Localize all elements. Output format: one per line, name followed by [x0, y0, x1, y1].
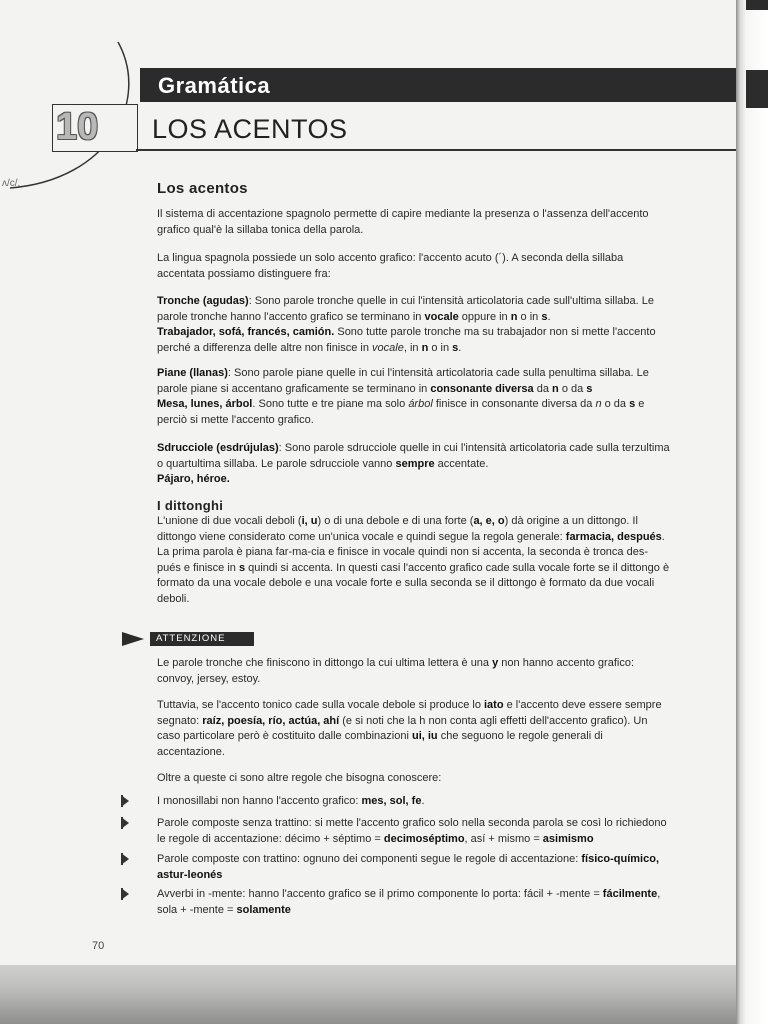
- handwritten-mark: ʌ/c/.: [2, 178, 21, 189]
- text: o in: [428, 341, 453, 354]
- text: accentate.: [434, 457, 489, 470]
- term-piane: Piane (llanas): [157, 367, 228, 379]
- keyword: s: [586, 382, 593, 395]
- text: , así + mismo =: [464, 832, 543, 845]
- term-tronche: Tronche (agudas): [157, 295, 249, 307]
- keyword: s: [541, 310, 548, 323]
- text: o da: [601, 398, 630, 410]
- text: non hanno accento grafico: convoy, jersey, estoy.: [157, 657, 634, 685]
- text: , in: [403, 341, 422, 354]
- attenzione-badge: [122, 632, 256, 646]
- examples: fácilmente: [602, 888, 658, 900]
- attenzione-p3: [157, 771, 671, 787]
- text: Avverbi in -mente: hanno l'accento grafico se il primo componente lo porta: fácil + -mente =: [157, 888, 603, 900]
- attenzione-p1: [157, 656, 671, 687]
- examples: farmacia, después: [565, 530, 662, 543]
- tronche-block: [157, 294, 671, 356]
- rule-item: [157, 852, 671, 883]
- keyword: n: [510, 310, 518, 323]
- text: [157, 852, 671, 883]
- bottom-shadow: [0, 965, 736, 1024]
- unit-number: 10: [56, 106, 99, 148]
- acute-paragraph: [157, 251, 671, 282]
- examples: mes, sol, fe: [361, 795, 422, 807]
- text: : Sono parole sdrucciole quelle in cui l'intensità articolatoria cade sulla terzultima o quartultima sillaba. Le parole sdrucciole vanno: [157, 442, 670, 470]
- keyword: s: [238, 561, 246, 574]
- text: Oltre a queste ci sono altre regole che bisogna conoscere:: [157, 772, 442, 784]
- title-underline: [136, 149, 736, 151]
- sdrucciole-examples: [157, 472, 671, 488]
- rule-item: [157, 887, 671, 918]
- sdrucciole-block: [157, 441, 671, 488]
- intro-paragraph: [157, 207, 671, 238]
- text: quindi si accenta. In questi casi l'accento grafico cade sulla vocale forte se il dittongo è formato da una vocale debole e una vocale forte e sulla seconda se il dittongo è formato da due vocali deboli.: [157, 561, 670, 605]
- keyword: vocale: [424, 310, 459, 323]
- tronche-examples: [157, 325, 671, 356]
- triangle-bullet-icon: [121, 817, 129, 829]
- text: Le parole tronche che finiscono in dittongo la cui ultima lettera è una: [157, 657, 493, 669]
- triangle-bullet-icon: [121, 795, 129, 807]
- piane-examples: [157, 397, 671, 428]
- text: , sola + -mente =: [157, 888, 661, 916]
- examples: decimoséptimo: [383, 832, 465, 845]
- text: : Sono parole tronche quelle in cui l'intensità articolatoria cade sull'ultima sillaba. Le parole tronche hanno l'accento grafico se terminano in: [157, 295, 655, 323]
- text: o in: [517, 310, 542, 323]
- keyword: n: [421, 341, 429, 354]
- text: oppure in: [458, 310, 511, 323]
- keyword: sempre: [395, 457, 435, 470]
- examples: Mesa, lunes, árbol: [157, 398, 253, 410]
- keyword: s: [629, 398, 636, 410]
- tronche-definition: [157, 294, 671, 325]
- text: : Sono parole piane quelle in cui l'intensità articolatoria cade sulla penultima sillaba. Le parole piane si accentano graficamente se terminano in: [157, 367, 649, 395]
- piane-block: [157, 366, 671, 428]
- text: Parole composte con trattino: ognuno dei componenti segue le regole di accentazione:: [157, 853, 582, 865]
- text: .: [547, 310, 551, 323]
- triangle-bullet-icon: [121, 853, 129, 865]
- text: I monosillabi non hanno l'accento grafico:: [157, 795, 362, 807]
- rule-item: [157, 794, 671, 810]
- edge-bar: [746, 70, 768, 108]
- text: e perciò si mette l'accento grafico.: [157, 398, 645, 426]
- dittonghi-paragraph: [157, 514, 671, 607]
- next-page-edge: [736, 0, 768, 1024]
- keyword: ui, iu: [411, 730, 438, 742]
- text: [157, 887, 671, 918]
- examples: raíz, poesía, río, actúa, ahí: [202, 714, 340, 727]
- edge-bar: [746, 0, 768, 10]
- text: . Sono tutte e tre piane ma solo: [252, 398, 409, 410]
- text: .: [421, 795, 425, 807]
- text: finisce in consonante diversa da: [432, 398, 596, 410]
- dittonghi-heading: I dittonghi: [157, 498, 224, 513]
- section-heading: Los acentos: [157, 180, 248, 197]
- page-number: 70: [92, 940, 105, 952]
- text: . La prima parola è piana far-ma-cia e finisce in vocale quindi non si accenta, la seconda è tronca des-pués e finisce in: [157, 530, 665, 574]
- examples: solamente: [236, 903, 291, 916]
- attenzione-label: ATTENZIONE: [150, 632, 254, 646]
- keyword: i, u: [301, 515, 318, 527]
- examples: Trabajador, sofá, francés, camión.: [157, 326, 335, 338]
- text: (e si noti che la h non conta agli effetti dell'accento grafico). Un caso particolare però è costituito dalle combinazioni: [157, 714, 648, 742]
- dittonghi-text: [157, 514, 671, 607]
- text: e l'accento deve essere sempre segnato:: [157, 699, 662, 727]
- keyword: a, e, o: [473, 515, 505, 527]
- text: L'unione di due vocali deboli (: [157, 515, 302, 527]
- text: [157, 816, 671, 847]
- text: ) dà origine a un dittongo. Il dittongo viene considerato come un'unica vocale e quindi segue la regola generale:: [157, 515, 638, 543]
- keyword: s: [452, 341, 459, 354]
- text: [157, 794, 671, 810]
- examples: asimismo: [542, 832, 594, 845]
- examples: físico-químico, astur-leonés: [157, 853, 660, 881]
- text: Tuttavia, se l'accento tonico cade sulla vocale debole si produce lo: [157, 699, 484, 711]
- keyword: y: [492, 657, 499, 669]
- term-sdrucciole: Sdrucciole (esdrújulas): [157, 442, 279, 454]
- rule-item: [157, 816, 671, 847]
- text: [157, 656, 671, 687]
- text: .: [458, 341, 462, 354]
- section-title: Gramática: [158, 73, 271, 98]
- text: Sono tutte parole tronche ma su trabajador non si mette l'accento perché a differenza delle altre non finisce in: [157, 326, 656, 354]
- text: Parole composte senza trattino: si mette l'accento grafico solo nella seconda parola se così lo richiedono le regole di accentazione: décimo + séptimo =: [157, 817, 667, 845]
- text: da: [533, 382, 553, 395]
- keyword: vocale: [372, 341, 404, 354]
- unit-title: LOS ACENTOS: [152, 114, 348, 144]
- attenzione-p2: [157, 698, 671, 760]
- keyword: iato: [484, 699, 504, 711]
- sdrucciole-definition: [157, 441, 671, 472]
- examples: Pájaro, héroe.: [157, 473, 230, 485]
- keyword: n: [552, 382, 559, 395]
- text: che seguono le regole generali di accentazione.: [157, 730, 603, 758]
- intro-text: Il sistema di accentazione spagnolo permette di capire mediante la presenza o l'assenza dell'accento grafico qual'è la sillaba tonica della parola.: [157, 208, 649, 236]
- piane-definition: [157, 366, 671, 397]
- acute-text: La lingua spagnola possiede un solo accento grafico: l'accento acuto (´). A seconda della sillaba accentata possiamo distinguere fra:: [157, 252, 624, 280]
- keyword: n: [595, 398, 602, 410]
- triangle-bullet-icon: [121, 888, 129, 900]
- arrow-icon: [122, 632, 144, 646]
- keyword: árbol: [408, 398, 433, 410]
- text: ) o di una debole e di una forte (: [317, 515, 474, 527]
- text: o da: [558, 382, 587, 395]
- keyword: consonante diversa: [430, 382, 534, 395]
- text: [157, 698, 671, 760]
